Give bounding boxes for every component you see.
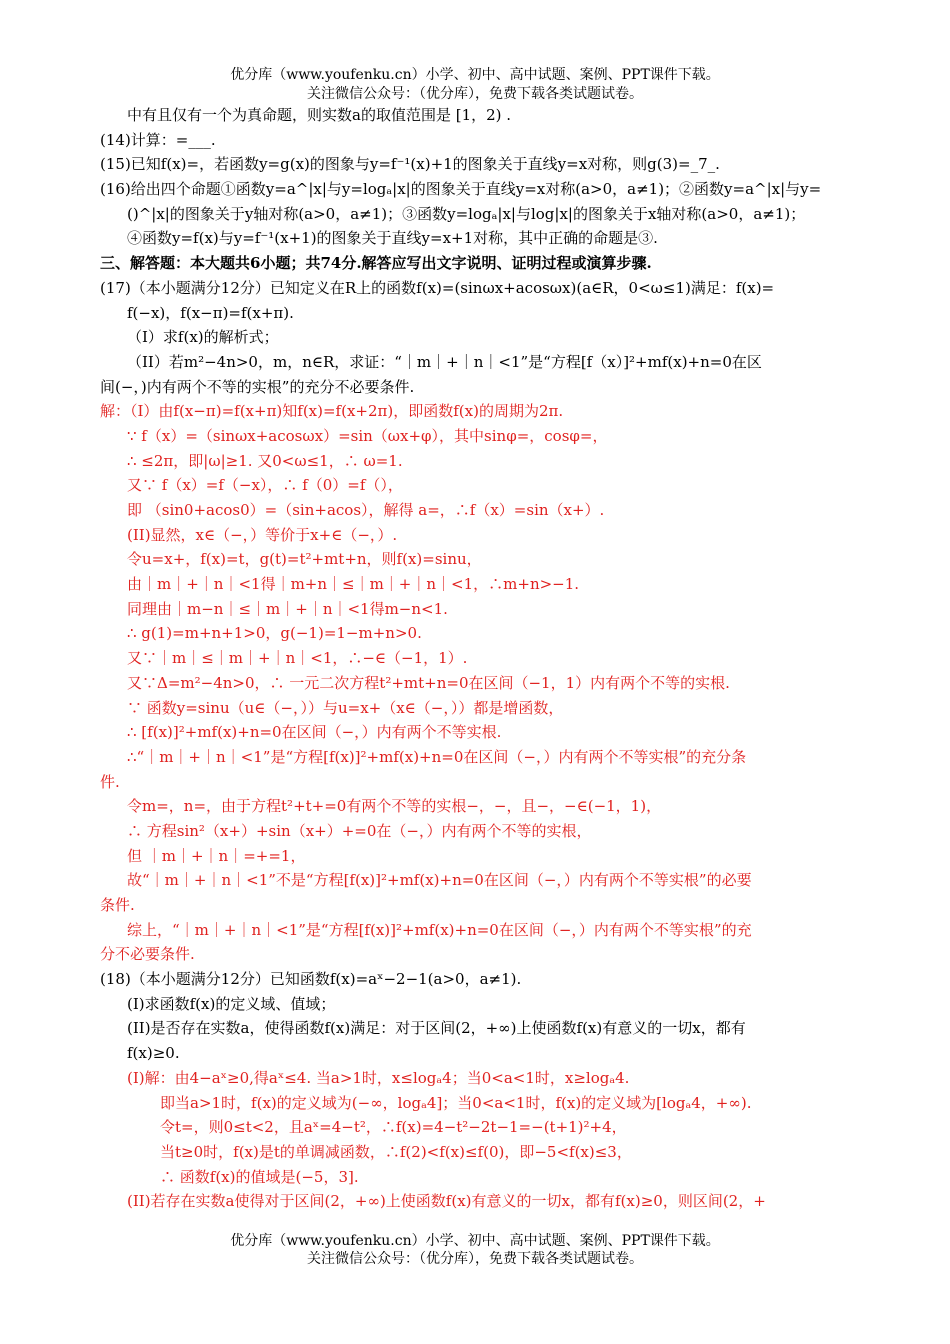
solution-line: ∴ g(1)=m+n+1>0，g(−1)=1−m+n>0. (127, 624, 422, 643)
section-heading: 三、解答题：本大题共6小题；共74分.解答应写出文字说明、证明过程或演算步骤. (100, 254, 652, 273)
solution-line: 又∵ f（x）=f（−x），∴ f（0）=f（）， (127, 476, 403, 495)
solution-line: 同理由｜m−n｜≤｜m｜+｜n｜<1得m−n<1. (127, 599, 448, 618)
text-line: 中有且仅有一个为真命题，则实数a的取值范围是 [1，2) . (127, 106, 512, 124)
text-line: 间(−，)内有两个不等的实根”的充分不必要条件. (100, 377, 415, 396)
solution-line: 综上，“｜m｜+｜n｜<1”是“方程[f(x)]²+mf(x)+n=0在区间（−，）内有两个不等实根”的充 (127, 920, 752, 939)
solution-line: ∴ 函数f(x)的值域是(−5，3]. (160, 1167, 359, 1186)
problem-15: (15)已知f(x)=，若函数y=g(x)的图象与y=f⁻¹(x)+1的图象关于直线y=x对称，则g(3)=_7_. (100, 155, 720, 174)
solution-line: ∴ 方程sin²（x+）+sin（x+）+=0在（−，）内有两个不等的实根， (127, 821, 592, 840)
document-body (100, 103, 850, 1214)
problem-18: (18)（本小题满分12分）已知函数f(x)=aˣ−2−1(a>0，a≠1). (100, 970, 522, 989)
solution-line: 但 ｜m｜+｜n｜=+=1， (127, 846, 306, 865)
solution-line: 分不必要条件. (100, 945, 195, 964)
text-line: f(−x)，f(x−π)=f(x+π). (127, 303, 294, 322)
page-header-line1: 优分库（www.youfenku.cn）小学、初中、高中试题、案例、PPT课件下载。 (230, 67, 720, 83)
solution-line: 条件. (100, 896, 135, 914)
solution-line: 令t=，则0≤t<2，且aˣ=4−t²，∴f(x)=4−t²−2t−1=−(t+1)²+4， (160, 1118, 627, 1137)
page-header-line2: 关注微信公众号：（优分库），免费下载各类试题试卷。 (307, 86, 643, 102)
solution-line: 又∵Δ=m²−4n>0，∴ 一元二次方程t²+mt+n=0在区间（−1，1）内有两个不等的实根. (127, 673, 730, 692)
solution-line: ∴ ≤2π，即|ω|≥1. 又0<ω≤1，∴ ω=1. (127, 451, 403, 470)
text-line: (II)是否存在实数a，使得函数f(x)满足：对于区间(2，+∞)上使函数f(x)有意义的一切x，都有 (127, 1019, 746, 1038)
solution-line: 当t≥0时，f(x)是t的单调减函数，∴f(2)<f(x)≤f(0)，即−5<f(x)≤3， (160, 1142, 632, 1161)
text-line: （II）若m²−4n>0，m，n∈R，求证：“｜m｜+｜n｜<1”是“方程[f（x）]²+mf(x)+n=0在区 (127, 352, 762, 371)
text-line: （I）求f(x)的解析式； (127, 328, 279, 347)
solution-line: (II)显然，x∈（−，）等价于x+∈（−，）. (127, 525, 398, 544)
solution-line: 即当a>1时，f(x)的定义域为(−∞，logₐ4]；当0<a<1时，f(x)的定义域为[logₐ4，+∞). (160, 1093, 752, 1112)
problem-16: (16)给出四个命题①函数y=a^|x|与y=logₐ|x|的图象关于直线y=x对称(a>0，a≠1)；②函数y=a^|x|与y= (100, 180, 822, 199)
solution-line: 又∵｜m｜≤｜m｜+｜n｜<1，∴−∈（−1，1）. (127, 649, 468, 668)
solution-line: 故“｜m｜+｜n｜<1”不是“方程[f(x)]²+mf(x)+n=0在区间（−，）内有两个不等实根”的必要 (127, 871, 752, 890)
solution-line: 令u=x+，f(x)=t，g(t)=t²+mt+n，则f(x)=sinu， (127, 550, 482, 569)
text-line: ()^|x|的图象关于y轴对称(a>0，a≠1)；③函数y=logₐ|x|与log|x|的图象关于x轴对称(a>0，a≠1)； (127, 204, 806, 223)
solution-line: ∴“｜m｜+｜n｜<1”是“方程[f(x)]²+mf(x)+n=0在区间（−，）内有两个不等实根”的充分条 (127, 747, 747, 766)
solution-line: (I)解：由4−aˣ≥0,得aˣ≤4. 当a>1时，x≤logₐ4；当0<a<1时，x≥logₐ4. (127, 1068, 630, 1087)
solution-line: 解：（I）由f(x−π)=f(x+π)知f(x)=f(x+2π)，即函数f(x)的周期为2π. (100, 402, 564, 421)
text-line: f(x)≥0. (127, 1044, 180, 1063)
problem-14: (14)计算：=___. (100, 130, 216, 149)
text-line: (I)求函数f(x)的定义域、值域； (127, 994, 336, 1013)
solution-line: 即 （sin0+acos0）=（sin+acos），解得 a=，∴f（x）=sin（x+）. (127, 501, 605, 519)
text-line: ④函数y=f(x)与y=f⁻¹(x+1)的图象关于直线y=x+1对称，其中正确的命题是③. (127, 229, 658, 248)
page-footer-line1: 优分库（www.youfenku.cn）小学、初中、高中试题、案例、PPT课件下载。 (230, 1233, 720, 1249)
solution-line: ∵ f（x）=（sinωx+acosωx）=sin（ωx+φ），其中sinφ=，cosφ=， (127, 426, 608, 445)
solution-line: 件. (100, 772, 120, 791)
solution-line: ∵ 函数y=sinu（u∈（−，））与u=x+（x∈（−，））都是增函数， (127, 698, 564, 717)
page-footer-line2: 关注微信公众号：（优分库），免费下载各类试题试卷。 (307, 1251, 643, 1267)
problem-17: (17)（本小题满分12分）已知定义在R上的函数f(x)=(sinωx+acosωx)(a∈R，0<ω≤1)满足：f(x)= (100, 278, 775, 297)
solution-line: 由｜m｜+｜n｜<1得｜m+n｜≤｜m｜+｜n｜<1，∴m+n>−1. (127, 575, 580, 594)
solution-line: ∴ [f(x)]²+mf(x)+n=0在区间（−，）内有两个不等实根. (127, 723, 502, 742)
solution-line: 令m=，n=，由于方程t²+t+=0有两个不等的实根−，−，且−，−∈(−1，1)， (127, 797, 662, 816)
solution-line: (II)若存在实数a使得对于区间(2，+∞)上使函数f(x)有意义的一切x，都有f(x)≥0，则区间(2，+ (127, 1192, 766, 1211)
